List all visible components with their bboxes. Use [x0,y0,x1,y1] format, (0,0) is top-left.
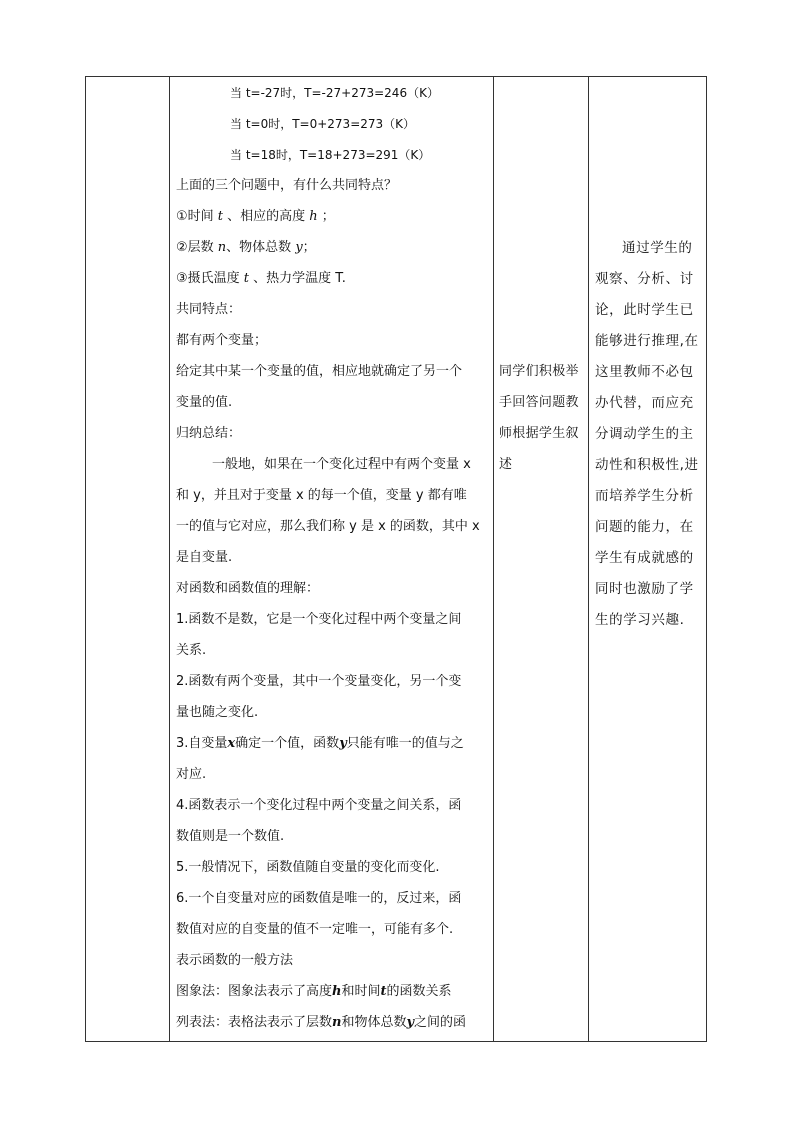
definition-line: 一的值与它对应，那么我们称 y 是 x 的函数，其中 x [176,519,480,534]
method-line: 列表法：表格法表示了层数n和物体总数y之间的函 [176,1015,467,1030]
intent-line: 这里教师不必包 [595,364,694,380]
list-item: 3.自变量x确定一个值，函数y只能有唯一的值与之 [176,736,464,751]
intent-line: 学生有成就感的 [595,550,694,566]
column-divider [493,77,494,1041]
activity-line: 述 [499,457,513,472]
list-item: 数值对应的自变量的值不一定唯一，可能有多个. [176,922,454,937]
intent-line: 生的学习兴趣. [595,612,685,628]
intent-line: 分调动学生的主 [595,426,694,442]
paragraph-line: 变量的值. [176,395,233,410]
intent-line: 办代替，而应充 [595,395,694,411]
list-item: 量也随之变化. [176,705,259,720]
intent-line: 能够进行推理,在 [595,333,699,349]
intent-line: 动性和积极性,进 [595,457,699,473]
list-item: ③摄氏温度 t 、热力学温度 T. [176,271,346,286]
definition-line: 是自变量. [176,550,233,565]
section-heading: 归纳总结： [176,426,242,441]
intent-line: 同时也激励了学 [595,581,694,597]
activity-line: 同学们积极举 [499,364,579,379]
section-heading: 对函数和函数值的理解： [176,581,320,596]
method-line: 图象法：图象法表示了高度h和时间t的函数关系 [176,984,452,999]
intent-line: 问题的能力，在 [595,519,694,535]
list-item: ①时间 t 、相应的高度 h ； [176,209,335,224]
kelvin-example-line: 当 t=0时，T=0+273=273（K） [230,117,416,131]
intent-line: 论，此时学生已 [595,302,694,318]
list-item: 关系. [176,643,207,658]
activity-line: 师根据学生叙 [499,426,579,441]
kelvin-example-line: 当 t=-27时，T=-27+273=246（K） [230,86,439,100]
list-item: 5.一般情况下，函数值随自变量的变化而变化. [176,860,440,875]
paragraph-line: 给定其中某一个变量的值，相应地就确定了另一个 [176,364,463,379]
activity-line: 手回答问题教 [499,395,579,410]
intent-line: 通过学生的 [622,240,693,256]
list-item: 对应. [176,767,207,782]
definition-line: 一般地，如果在一个变化过程中有两个变量 x [212,457,471,472]
list-item: 2.函数有两个变量，其中一个变量变化，另一个变 [176,674,462,689]
intent-line: 观察、分析、讨 [595,271,694,287]
list-item: 4.函数表示一个变化过程中两个变量之间关系，函 [176,798,462,813]
list-item: ②层数 n、物体总数 y； [176,240,316,255]
lesson-table [85,76,707,1042]
list-item: 1.函数不是数，它是一个变化过程中两个变量之间 [176,612,462,627]
section-heading: 表示函数的一般方法 [176,953,294,968]
list-item: 6.一个自变量对应的函数值是唯一的，反过来，函 [176,891,462,906]
section-heading: 共同特点： [176,302,242,317]
intent-line: 而培养学生分析 [595,488,694,504]
kelvin-example-line: 当 t=18时，T=18+273=291（K） [230,148,431,162]
list-item: 数值则是一个数值. [176,829,285,844]
column-divider [588,77,589,1041]
definition-line: 和 y，并且对于变量 x 的每一个值，变量 y 都有唯 [176,488,467,503]
paragraph-line: 都有两个变量； [176,333,268,348]
column-divider [169,77,170,1041]
question-text: 上面的三个问题中，有什么共同特点？ [176,178,398,193]
